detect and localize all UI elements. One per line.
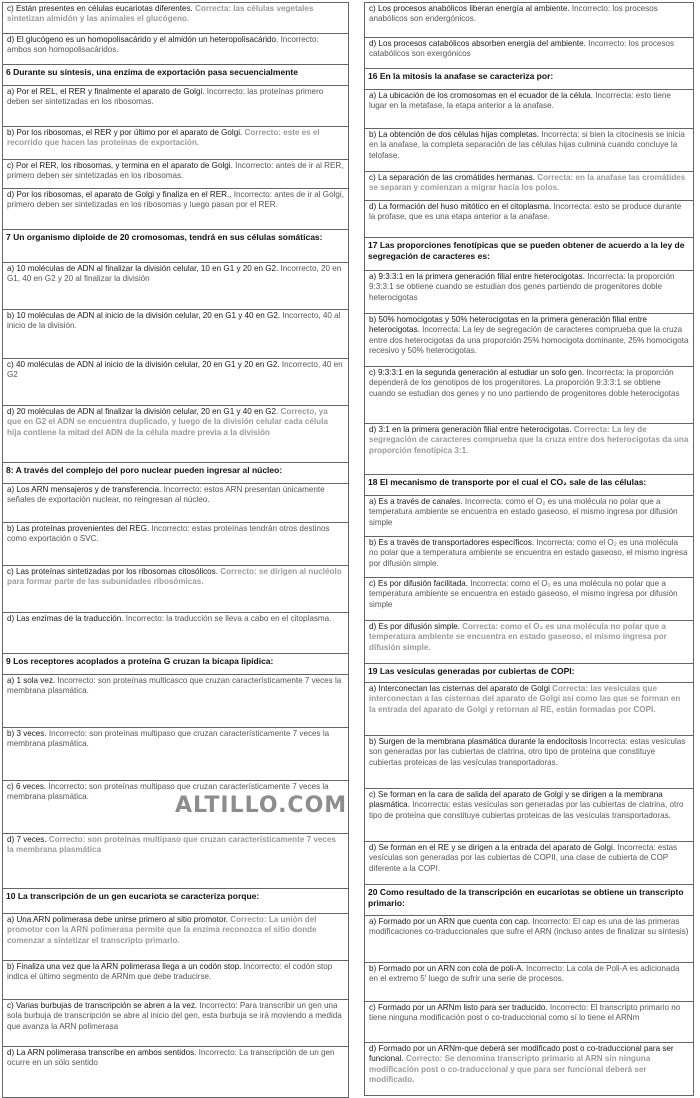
correct-explanation: Correcto: se dirigen al nucléolo para formar parte de las subunidades ribosómicas. — [7, 567, 342, 587]
option-row — [365, 172, 694, 201]
left-question-table — [2, 2, 349, 1098]
question-row — [3, 463, 349, 484]
option-row — [365, 90, 694, 129]
incorrect-explanation: Incorrecto: estas proteínas tendrán otros destinos como exportación o SVC. — [7, 524, 330, 544]
option-label: b) Las proteínas provenientes del REG. — [7, 524, 150, 533]
option-row — [3, 484, 349, 523]
incorrect-explanation: Incorrecto: La transcripción de un gen ocurre en un sólo sentido — [7, 1048, 335, 1068]
option-row — [365, 1043, 694, 1096]
question-text: 10 La transcripción de un gen eucariota se caracteriza porque: — [3, 889, 349, 914]
option-row — [3, 728, 349, 781]
option-row — [365, 201, 694, 238]
option-row — [365, 963, 694, 1002]
option-label: b) 3 veces. — [7, 729, 47, 738]
option-cell — [365, 201, 694, 238]
option-row — [365, 736, 694, 789]
incorrect-explanation: Incorrecto: el codón stop indica el último segmento de ARNm que debe traducirse. — [7, 962, 333, 982]
incorrect-explanation: Incorrecta: como el O₂ es una molécula no polar que a temperatura ambiente se encuentra en estado gaseoso, el mismo ingresa por difusión simple — [369, 497, 678, 527]
option-cell — [3, 310, 349, 359]
question-text: 9 Los receptores acoplados a proteína G cruzan la bicapa lipídica: — [3, 654, 349, 675]
option-label: d) Es por difusión simple. — [369, 622, 460, 631]
option-cell — [3, 613, 349, 654]
option-label: c) 6 veces. — [7, 782, 47, 791]
option-row — [3, 406, 349, 463]
option-cell — [365, 367, 694, 424]
option-row — [365, 3, 694, 38]
option-label: d) 3:1 en la primera generación filial entre heterocigotas. — [369, 425, 572, 434]
option-label: c) Por el RER, los ribosomas, y termina en el aparato de Golgi. — [7, 161, 233, 170]
option-label: a) La ubicación de los cromosomas en el ecuador de la célula. — [369, 91, 594, 100]
option-cell — [365, 1043, 694, 1096]
option-row — [365, 789, 694, 842]
option-label: c) Formado por un ARNm listo para ser traducido. — [369, 1003, 548, 1012]
option-label: c) Se forman en la cara de salida del aparato de Golgi y se dirigen a la membrana plasmática. — [369, 790, 663, 810]
right-question-table — [364, 2, 694, 1096]
option-label: b) Formado por un ARN con cola de poli-A. — [369, 964, 524, 973]
option-cell — [3, 1047, 349, 1098]
incorrect-explanation: Incorrecto: los procesos catabólicos son exergónicos — [369, 39, 675, 59]
option-row — [365, 1002, 694, 1043]
option-cell — [3, 675, 349, 728]
question-row — [3, 230, 349, 263]
option-label: d) Por los ribosomas, el aparato de Golgi y finaliza en el RER.. — [7, 190, 232, 199]
option-row — [365, 271, 694, 314]
option-label: a) 9:3:3:1 en la primera generación filial entre heterocigotas. — [369, 272, 585, 281]
correct-explanation: Correcta: La ley de segregación de caracteres comprueba que la cruza entre dos heterocigotas da una proporción fenotípica 3:1. — [369, 425, 689, 455]
option-cell — [3, 34, 349, 65]
option-cell — [3, 263, 349, 310]
incorrect-explanation: Incorrecto, 20 en G1, 40 en G2 y 20 al finalizar la división — [7, 264, 342, 284]
option-row — [365, 842, 694, 885]
option-label: d) El glucógeno es un homopolisacárido y el almidón un heteropolisacárido. — [7, 35, 279, 44]
option-row — [3, 359, 349, 406]
correct-explanation: Correcta: en la anafase las cromátides se separan y comienzan a migrar hacia los polos. — [369, 173, 686, 193]
question-row — [365, 69, 694, 90]
option-row — [365, 367, 694, 424]
option-row — [3, 961, 349, 1000]
option-label: d) Se forman en el RE y se dirigen a la entrada del aparato de Golgi. — [369, 843, 616, 852]
incorrect-explanation: Incorrecto: son proteínas multicasco que cruzan característicamente 7 veces la membrana plasmática. — [7, 676, 342, 696]
option-cell — [365, 424, 694, 475]
option-cell — [365, 621, 694, 664]
question-text: 18 El mecanismo de transporte por el cual el CO₂ sale de las células: — [365, 475, 694, 496]
option-label: c) Están presentes en células eucariotas diferentes. — [7, 4, 193, 13]
option-row — [3, 834, 349, 889]
option-label: c) Es por difusión facilitada. — [369, 579, 468, 588]
option-label: c) La separación de las cromátides hermanas. — [369, 173, 536, 182]
option-label: d) 20 moléculas de ADN al finalizar la división celular, 20 en G1 y 40 en G2. — [7, 407, 279, 416]
option-row — [3, 263, 349, 310]
option-row — [365, 38, 694, 69]
watermark: ALTILLO.COM — [175, 793, 348, 818]
incorrect-explanation: Incorrecta: como el O₂ es una molécula no polar que a temperatura ambiente se encuentra en estado gaseoso, el mismo ingresa por difusión simple — [369, 579, 678, 609]
question-text: 16 En la mitosis la anafase se caracteriza por: — [365, 69, 694, 90]
option-label: a) Por el REL, el RER y finalmente el aparato de Golgi. — [7, 87, 205, 96]
option-cell — [3, 189, 349, 230]
left-column — [2, 2, 349, 1098]
option-label: b) 50% homocigotas y 50% heterocigotas en la primera generación filial entre heterocigotas. — [369, 315, 648, 335]
option-row — [3, 310, 349, 359]
option-row — [3, 613, 349, 654]
option-cell — [3, 86, 349, 127]
option-cell — [365, 683, 694, 736]
incorrect-explanation: Incorrecto: los procesos anabólicos son endergónicos. — [369, 4, 658, 24]
option-cell — [365, 90, 694, 129]
option-label: a) Interconectan las cisternas del aparato de Golgi — [369, 684, 550, 693]
option-cell — [3, 359, 349, 406]
option-cell — [3, 127, 349, 160]
option-label: b) Surgen de la membrana plasmática durante la endocitosis — [369, 737, 588, 746]
correct-explanation: Correcta: las células vegetales sintetizan almidón y las animales el glucógeno. — [7, 4, 314, 24]
correct-explanation: Correcto: La unión del promotor con la ARN polimerasa permite que la enzima reconozca el sitio donde comenzar a sintetizar el transcripto primario. — [7, 915, 317, 945]
option-label: c) Las proteínas sintetizadas por los ribosomas citosólicos. — [7, 567, 218, 576]
option-row — [3, 86, 349, 127]
option-label: d) 7 veces. — [7, 835, 47, 844]
incorrect-explanation: Incorrecta: la proporción 9:3:3:1 se obtiene cuando se estudian dos genes partiendo de progenitores doble heterocigotas — [369, 272, 675, 302]
option-row — [3, 127, 349, 160]
correct-explanation: Correcto: este es el recorrido que hacen las proteínas de exportación. — [7, 128, 320, 148]
option-row — [3, 1047, 349, 1098]
incorrect-explanation: Incorrecto: El cap es una de las primeras modificaciones co-traduccionales que sufre el ARN (incluso antes de finalizar su síntesis) — [369, 917, 689, 937]
incorrect-explanation: Incorrecto: son proteínas multipaso que cruzan característicamente 7 veces la membrana plasmática. — [7, 782, 329, 802]
incorrect-explanation: Incorrecta: como el O₂ es una molécula no polar que a temperatura ambiente se encuentra en estado gaseoso, el mismo ingresa por difusión simple. — [369, 538, 688, 568]
incorrect-explanation: Incorrecta: si bien la citocinesis se inicia en la anafase, la completa separación de las células hijas culmina cuando concluye la telofase. — [369, 130, 685, 160]
option-label: a) Formado por un ARN que cuenta con cap. — [369, 917, 531, 926]
option-cell — [365, 578, 694, 621]
option-cell — [365, 271, 694, 314]
option-label: d) La ARN polimerasa transcribe en ambos sentidos. — [7, 1048, 197, 1057]
correct-explanation: Correcto: son proteínas multipaso que cruzan característicamente 7 veces la membrana plasmática — [7, 835, 336, 855]
option-label: a) Una ARN polimerasa debe unirse primero al sitio promotor. — [7, 915, 228, 924]
option-cell — [3, 160, 349, 189]
option-row — [3, 1000, 349, 1047]
option-label: d) Los procesos catabólicos absorben energía del ambiente. — [369, 39, 586, 48]
option-label: a) 10 moléculas de ADN al finalizar la división celular, 10 en G1 y 20 en G2. — [7, 264, 279, 273]
incorrect-explanation: Incorrecto: la traducción se lleva a cabo en el citoplasma. — [125, 614, 332, 623]
correct-explanation: Correcta: como el O₂ es una molécula no polar que a temperatura ambiente se encuentra en estado gaseoso, el mismo ingresa por difusión simple. — [369, 622, 667, 652]
incorrect-explanation: Incorrecta: estas vesículas son generadas por las cubiertas de COPII, una clase de cubierta de COP diferente a la COPI. — [369, 843, 678, 873]
option-cell — [365, 537, 694, 578]
option-row — [365, 916, 694, 963]
incorrect-explanation: Incorrecto: La cola de Poli-A es adicionada en el extremo 5' luego de sufrir una serie de procesos. — [369, 964, 680, 984]
option-cell — [365, 963, 694, 1002]
question-text: 20 Como resultado de la transcripción en eucariotas se obtiene un transcripto primario: — [365, 885, 694, 916]
option-label: b) Por los ribosomas, el RER y por último por el aparato de Golgi. — [7, 128, 243, 137]
option-label: d) Las enzimas de la traducción. — [7, 614, 124, 623]
option-cell — [3, 961, 349, 1000]
option-label: d) La formación del huso mitótico en el citoplasma. — [369, 202, 552, 211]
option-row — [3, 914, 349, 961]
incorrect-explanation: Incorrecta: estas vesículas son generadas por las cubiertas de clatrina, otro tipo de proteína que constituye cubiertas proteicas de las vesículas transportadoras. — [369, 737, 686, 767]
option-cell — [3, 3, 349, 34]
option-row — [3, 3, 349, 34]
option-cell — [3, 1000, 349, 1047]
option-row — [3, 34, 349, 65]
option-cell — [365, 3, 694, 38]
option-row — [365, 578, 694, 621]
option-row — [3, 566, 349, 613]
incorrect-explanation: Incorrecta: estas vesículas son generadas por las cubiertas de clatrina, otro tipo de proteína que constituye cubiertas proteicas de las vesículas transportadoras. — [369, 800, 684, 820]
option-cell — [365, 496, 694, 537]
incorrect-explanation: Incorrecto, 40 al inicio de la división. — [7, 311, 341, 331]
correct-explanation: Correcto, ya que en G2 el ADN se encuentra duplicado, y luego de la división celular cada célula hija contiene la mitad del ADN de la célula madre previa a la división — [7, 407, 328, 437]
option-row — [3, 189, 349, 230]
option-row — [365, 496, 694, 537]
incorrect-explanation: Incorrecto, 40 en G2 — [7, 360, 343, 380]
incorrect-explanation: Incorrecta: la proporción dependerá de los genotipos de los progenitores. La proporción 9:3:3:1 se obtiene cuando se estudian dos genes y no uno partiendo de progenitores doble heterocigotas — [369, 368, 680, 398]
question-row — [3, 65, 349, 86]
incorrect-explanation: Incorrecto: estos ARN presentan únicamente señales de exportación nuclear, no reingresan al núcleo. — [7, 485, 325, 505]
option-label: c) 40 moléculas de ADN al inicio de la división celular, 20 en G1 y 20 en G2. — [7, 360, 280, 369]
incorrect-explanation: Incorrecto: antes de ir al Golgi, primero deben ser sintetizadas en los ribosomas y luego pasan por el RER. — [7, 190, 344, 210]
option-row — [365, 537, 694, 578]
option-label: b) 10 moléculas de ADN al inicio de la división celular, 20 en G1 y 40 en G2. — [7, 311, 281, 320]
option-row — [365, 129, 694, 172]
incorrect-explanation: Incorrecto: antes de ir al RER, primero deben ser sintetizadas en los ribosomas. — [7, 161, 344, 181]
question-row — [3, 889, 349, 914]
question-text: 17 Las proporciones fenotípicas que se pueden obtener de acuerdo a la ley de segregación de caracteres es: — [365, 238, 694, 271]
option-label: c) Los procesos anabólicos liberan energía al ambiente. — [369, 4, 570, 13]
question-row — [365, 885, 694, 916]
incorrect-explanation: Incorrecto: las proteínas primero deben ser sintetizadas en los ribosomas. — [7, 87, 324, 107]
option-row — [365, 314, 694, 367]
option-cell — [3, 566, 349, 613]
question-row — [3, 654, 349, 675]
incorrect-explanation: Incorrecta: esto se produce durante la profase, que es una etapa anterior a la anafase. — [369, 202, 682, 222]
option-row — [365, 424, 694, 475]
right-column — [364, 2, 694, 1096]
option-label: b) Es a través de transportadores específicos. — [369, 538, 535, 547]
option-cell — [3, 728, 349, 781]
question-text: 19 Las vesículas generadas por cubiertas de COPI: — [365, 664, 694, 683]
question-row — [365, 475, 694, 496]
option-cell — [365, 172, 694, 201]
option-cell — [365, 789, 694, 842]
option-cell — [3, 914, 349, 961]
incorrect-explanation: Incorrecta: La ley de segregación de caracteres comprueba que la cruza entre dos heterocigotas da una proporción 25% homocigota dominante, 25% homocigota recesivo y 50% heterocigotas. — [369, 325, 689, 356]
option-cell — [3, 406, 349, 463]
option-cell — [3, 523, 349, 566]
option-label: c) Varias burbujas de transcripción se abren a la vez. — [7, 1001, 198, 1010]
option-cell — [3, 834, 349, 889]
incorrect-explanation: Incorrecto: ambos son homopolisacáridos. — [7, 35, 319, 55]
option-row — [3, 160, 349, 189]
option-cell — [365, 129, 694, 172]
incorrect-explanation: Incorrecta: esto tiene lugar en la metafase, la etapa anterior a la anafase. — [369, 91, 671, 111]
option-row — [3, 675, 349, 728]
correct-explanation: Correcta: las vesículas que interconectan a las cisternas del aparato de Golgi así como las que se forman en la entrada del aparato de Golgi y retornan al RE, están formadas por COPI. — [369, 684, 681, 714]
option-label: c) 9:3:3:1 en la segunda generación al estudiar un solo gen. — [369, 368, 585, 377]
option-label: a) Es a través de canales. — [369, 497, 463, 506]
correct-explanation: Correcto: Se denomina transcripto primario al ARN sin ninguna modificación post o co-traduccional y que para ser funcional deberá ser modificado. — [369, 1054, 651, 1085]
incorrect-explanation: Incorrecto: Para transcribir un gen una sola burbuja de transcripción se abre al inicio del gen, esta burbuja se irá moviendo a medida que avanza la ARN polimerasa — [7, 1001, 342, 1031]
option-label: a) 1 sola vez. — [7, 676, 56, 685]
incorrect-explanation: Incorrecto: El transcripto primario no tiene ninguna modificación post o co-traduccional como sí lo tiene el ARNm — [369, 1003, 681, 1023]
question-text: 7 Un organismo diploide de 20 cromosomas, tendrá en sus células somáticas: — [3, 230, 349, 263]
question-row — [365, 238, 694, 271]
option-cell — [365, 38, 694, 69]
option-label: b) La obtención de dos células hijas completas. — [369, 130, 540, 139]
question-row — [365, 664, 694, 683]
option-row — [3, 523, 349, 566]
question-text: 6 Durante su síntesis, una enzima de exportación pasa secuencialmente — [3, 65, 349, 86]
option-label: b) Finaliza una vez que la ARN polimerasa llega a un codón stop. — [7, 962, 242, 971]
option-cell — [365, 842, 694, 885]
option-row — [365, 683, 694, 736]
option-cell — [3, 484, 349, 523]
question-text: 8: A través del complejo del poro nuclear pueden ingresar al núcleo: — [3, 463, 349, 484]
option-cell — [365, 916, 694, 963]
option-row — [365, 621, 694, 664]
option-label: a) Los ARN mensajeros y de transferencia. — [7, 485, 162, 494]
option-cell — [365, 736, 694, 789]
incorrect-explanation: Incorrecto: son proteínas multipaso que cruzan característicamente 7 veces la membrana plasmática. — [7, 729, 330, 749]
option-label: d) Formado por un ARNm-que deberá ser modificado post o co-traduccional para ser funcional. — [369, 1044, 674, 1064]
option-cell — [365, 314, 694, 367]
option-cell — [365, 1002, 694, 1043]
